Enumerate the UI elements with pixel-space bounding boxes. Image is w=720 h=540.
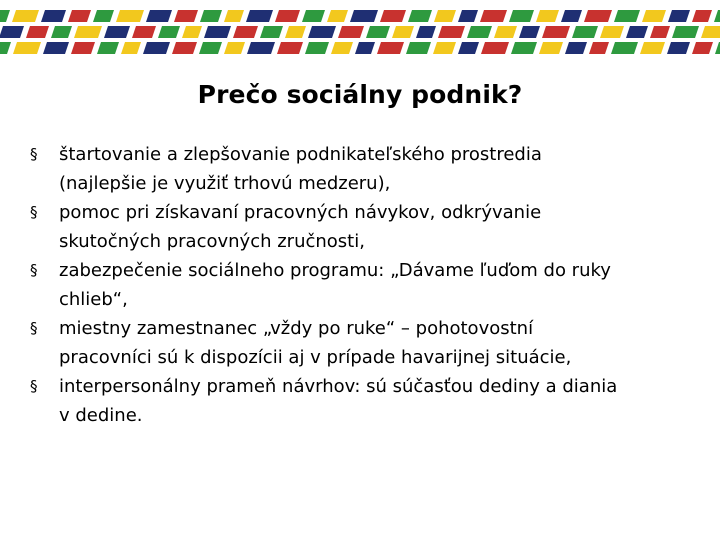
banner-stripe [511,42,537,54]
banner-stripe [199,42,222,54]
banner-stripe [377,42,404,54]
banner-stripe [71,42,95,54]
banner-stripe [584,10,612,22]
list-item [30,314,690,372]
banner-stripe [434,10,456,22]
banner-stripe [668,10,690,22]
bullet-line: (najlepšie je využiť trhovú medzeru), [59,173,391,194]
banner-stripe [116,10,144,22]
bullet-line: v dedine. [59,405,143,426]
bullet-line: pomoc pri získavaní pracovných návykov, odkrývanie [59,202,542,223]
banner-stripe [458,10,478,22]
bullet-line: miestny zamestnanec „vždy po ruke“ – pohotovostní [59,318,534,339]
banner-stripe [247,42,275,54]
bullet-line: chlieb“, [59,289,128,310]
banner-stripe [600,26,624,38]
banner-stripe [12,10,39,22]
banner-stripe [143,42,170,54]
banner-stripe [458,42,479,54]
banner-stripe [438,26,465,38]
banner-stripe [542,26,570,38]
bullet-icon: § [30,319,38,337]
bullet-line: interpersonálny prameň návrhov: sú súčasťou dediny a diania [59,376,618,397]
banner-stripe [233,26,258,38]
banner-stripe [0,42,11,54]
banner-stripe [224,42,245,54]
banner-stripe [589,42,609,54]
banner-stripe [43,42,69,54]
banner-stripe [97,42,119,54]
banner-stripe [260,26,283,38]
list-item [30,372,690,430]
banner-stripe [539,42,563,54]
banner-stripe [481,42,509,54]
banner-stripe [158,26,180,38]
banner-stripe [41,10,66,22]
banner-stripe [277,42,303,54]
banner-stripe [667,42,690,54]
banner-stripe [480,10,507,22]
banner-stripe [146,10,172,22]
bullet-icon: § [30,261,38,279]
banner-stripe [285,26,306,38]
banner-stripe [572,26,598,38]
banner-stripe [200,10,222,22]
bullet-icon: § [30,203,38,221]
banner-stripe [51,26,72,38]
banner-stripe [626,26,648,38]
banner-stripe [467,26,492,38]
banner-stripe [308,26,336,38]
banner-stripe [509,10,534,22]
banner-stripe [565,42,587,54]
banner-stripe [305,42,329,54]
bullet-icon: § [30,145,38,163]
banner-stripe [13,42,41,54]
banner-stripe [408,10,432,22]
banner-stripe [536,10,559,22]
banner-stripe [275,10,300,22]
banner-stripe [327,10,348,22]
list-item [30,198,690,256]
bullet-list [30,140,690,430]
banner-stripe [392,26,414,38]
banner-stripe [182,26,202,38]
banner-stripe [172,42,197,54]
banner-stripe [611,42,638,54]
banner-stripe [640,42,665,54]
banner-stripe [174,10,198,22]
banner-stripe [355,42,375,54]
banner-stripe [380,10,406,22]
banner-stripe [614,10,640,22]
banner-stripe [224,10,244,22]
banner-stripe [692,42,713,54]
page-title: Prečo sociálny podnik? [197,80,523,109]
banner-stripe [338,26,364,38]
banner-stripe [74,26,102,38]
banner-stripe [0,26,24,38]
banner-stripe [350,10,378,22]
banner-stripe [302,10,325,22]
banner-stripe [204,26,231,38]
banner-stripe [132,26,156,38]
bullet-line: štartovanie a zlepšovanie podnikateľského prostredia [59,144,542,165]
banner-stripe [366,26,390,38]
banner-stripe [406,42,431,54]
bullet-line: zabezpečenie sociálneho programu: „Dávame ľuďom do ruky [59,260,611,281]
banner-stripe [494,26,517,38]
colored-stripes-pattern [0,0,720,64]
banner-stripe [433,42,456,54]
banner-stripe [104,26,130,38]
banner-stripe [519,26,540,38]
banner-stripe [692,10,712,22]
banner-stripe [0,10,10,22]
banner-stripe [331,42,353,54]
banner-stripe [672,26,699,38]
banner-stripe [93,10,114,22]
banner-stripe [642,10,666,22]
list-item [30,140,690,198]
list-item [30,256,690,314]
banner-stripe [561,10,582,22]
bullet-icon: § [30,377,38,395]
banner-stripe [715,42,720,54]
bullet-line: skutočných pracovných zručnosti, [59,231,365,252]
banner-stripe [246,10,273,22]
banner-stripe [68,10,91,22]
bullet-line: pracovníci sú k dispozícii aj v prípade havarijnej situácie, [59,347,572,368]
banner-stripe [121,42,141,54]
banner-stripe [714,10,720,22]
banner-stripe [26,26,49,38]
decorative-banner [0,0,720,64]
banner-stripe [416,26,436,38]
banner-stripe [650,26,670,38]
banner-stripe [701,26,720,38]
